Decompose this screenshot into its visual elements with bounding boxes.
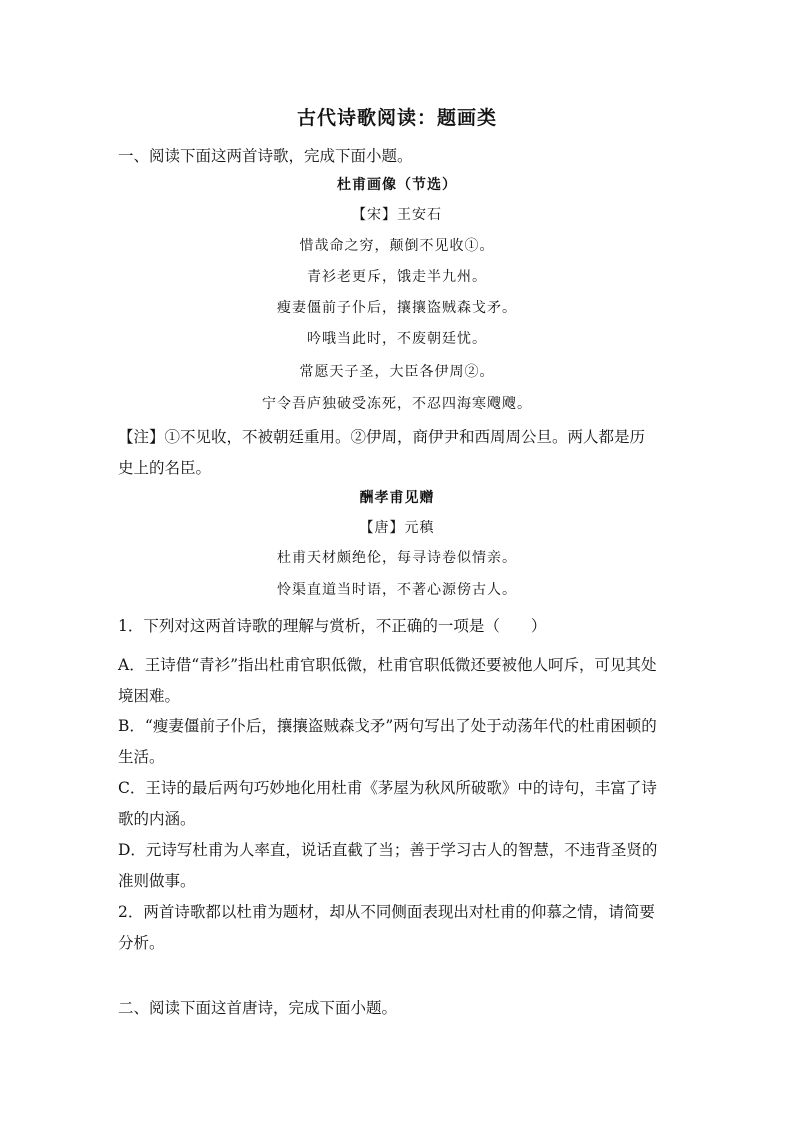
poem1-line-3: 瘦妻僵前子仆后，攘攘盗贼森戈矛。 <box>277 300 517 316</box>
question2-line-2: 分析。 <box>118 934 165 952</box>
poem2-title: 酬孝甫见赠 <box>359 490 435 506</box>
poem1-author: 【宋】王安石 <box>352 207 442 223</box>
poem1-line-4: 吟哦当此时，不废朝廷忧。 <box>307 331 487 347</box>
section1-heading: 一、阅读下面这两首诗歌，完成下面小题。 <box>118 147 413 165</box>
option-b-line-1: B．“瘦妻僵前子仆后，攘攘盗贼森戈矛”两句写出了处于动荡年代的杜甫困顿的 <box>118 717 657 735</box>
poem2-author: 【唐】元稹 <box>359 520 435 536</box>
option-c-line-1: C．王诗的最后两句巧妙地化用杜甫《茅屋为秋风所破歌》中的诗句，丰富了诗 <box>118 779 657 797</box>
note-line-1: 【注】①不见收，不被朝廷重用。②伊周，商伊尹和西周周公旦。两人都是历 <box>118 428 646 446</box>
note-line-2: 史上的名臣。 <box>118 459 212 477</box>
question1-stem: 1．下列对这两首诗歌的理解与赏析，不正确的一项是（ ） <box>118 617 547 635</box>
poem2-line-2: 怜渠直道当时语，不著心源傍古人。 <box>277 582 517 598</box>
poem1-line-1: 惜哉命之穷，颠倒不见收①。 <box>299 238 495 254</box>
page-title: 古代诗歌阅读：题画类 <box>296 107 497 129</box>
option-a-line-1: A．王诗借“青衫”指出杜甫官职低微，杜甫官职低微还要被他人呵斥，可见其处 <box>118 656 657 674</box>
poem1-line-6: 宁令吾庐独破受冻死，不忍四海寒飕飕。 <box>262 396 532 412</box>
question2-line-1: 2．两首诗歌都以杜甫为题材，却从不同侧面表现出对杜甫的仰慕之情，请简要 <box>118 903 655 921</box>
poem2-line-1: 杜甫天材颇绝伦，每寻诗卷似情亲。 <box>277 550 517 566</box>
option-a-line-2: 境困难。 <box>118 687 181 705</box>
option-d-line-2: 准则做事。 <box>118 872 196 890</box>
option-b-line-2: 生活。 <box>118 748 165 766</box>
option-d-line-1: D．元诗写杜甫为人率直，说话直截了当；善于学习古人的智慧，不违背圣贤的 <box>118 841 658 859</box>
poem1-line-2: 青衫老更斥，饿走半九州。 <box>307 269 487 285</box>
poem1-title: 杜甫画像（节选） <box>337 177 457 193</box>
option-c-line-2: 歌的内涵。 <box>118 810 196 828</box>
poem1-line-5: 常愿天子圣，大臣各伊周②。 <box>299 364 495 380</box>
section2-heading: 二、阅读下面这首唐诗，完成下面小题。 <box>118 999 398 1017</box>
